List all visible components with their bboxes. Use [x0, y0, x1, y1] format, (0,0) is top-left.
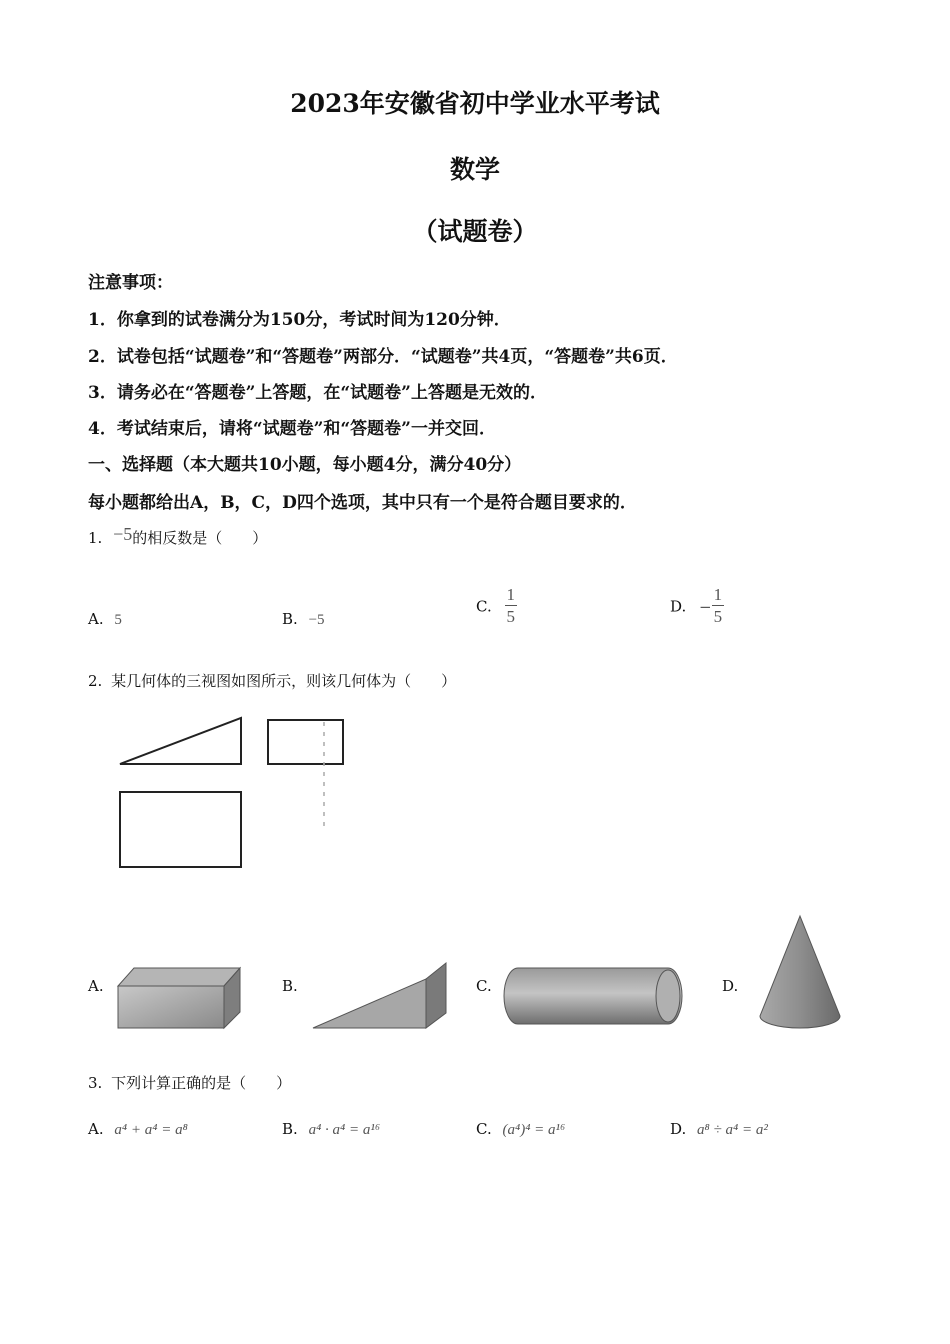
triangular-prism-image — [308, 955, 453, 1035]
option-b[interactable]: B. −5 — [282, 610, 325, 628]
paper-type: （试题卷） — [412, 217, 538, 246]
option-a[interactable]: A. 5 — [88, 610, 122, 628]
front-view-triangle — [120, 718, 241, 764]
section-instruction: 每小题都给出A，B，C，D四个选项，其中只有一个是符合题目要求的． — [88, 493, 637, 513]
notice-item: 2．试卷包括“试题卷”和“答题卷”两部分．“试题卷”共4页，“答题卷”共6页． — [88, 347, 678, 367]
notice-item: 4．考试结束后，请将“试题卷”和“答题卷”一并交回． — [88, 419, 496, 439]
question-3-stem — [88, 1072, 291, 1093]
question-text: 的相反数是（ ） — [132, 529, 268, 547]
question-2-stem — [88, 670, 456, 691]
option-a[interactable]: A. — [88, 977, 104, 995]
notice-item: 1．你拿到的试卷满分为150分，考试时间为120分钟． — [88, 310, 511, 330]
option-b[interactable]: B. a⁴ · a⁴ = a¹⁶ — [282, 1120, 381, 1138]
option-d[interactable]: D. a⁸ ÷ a⁴ = a² — [670, 1120, 768, 1138]
option-c[interactable]: C. (a⁴)⁴ = a¹⁶ — [476, 1120, 566, 1138]
question-1-math: −5 — [113, 524, 133, 544]
fraction: $\frac{1}{5}$ — [506, 585, 515, 626]
top-view-rectangle — [120, 792, 241, 867]
option-d[interactable]: D. — [722, 977, 739, 995]
option-c[interactable]: C. — [476, 977, 492, 995]
question-text: 下列计算正确的是（ ） — [111, 1074, 292, 1092]
fraction: $\frac{1}{5}$ — [713, 585, 723, 626]
cylinder-image — [500, 962, 690, 1032]
question-number: 2. — [88, 672, 103, 690]
question-text: 某几何体的三视图如图所示，则该几何体为（ ） — [111, 672, 457, 690]
section-heading: 一、选择题（本大题共10小题，每小题4分，满分40分） — [88, 455, 522, 475]
cone-image — [752, 910, 847, 1035]
option-c[interactable]: C. $\frac{1}{5}$ — [476, 585, 515, 626]
notice-heading: 注意事项： — [88, 273, 173, 293]
option-d[interactable]: D. − $\frac{1}{5}$ — [670, 585, 723, 626]
notice-item: 3．请务必在“答题卷”上答题，在“试题卷”上答题是无效的． — [88, 383, 547, 403]
option-b[interactable]: B. — [282, 977, 298, 995]
three-views-figure — [110, 710, 360, 875]
option-a[interactable]: A. a⁴ + a⁴ = a⁸ — [88, 1120, 188, 1138]
rectangular-prism-image — [112, 960, 247, 1035]
question-1-stem — [88, 524, 268, 548]
question-number: 1. — [88, 529, 103, 547]
subject-title: 数学 — [449, 155, 500, 184]
question-number: 3. — [88, 1074, 103, 1092]
exam-title: 2023年安徽省初中学业水平考试 — [290, 89, 660, 118]
side-view-rectangle — [268, 720, 343, 764]
